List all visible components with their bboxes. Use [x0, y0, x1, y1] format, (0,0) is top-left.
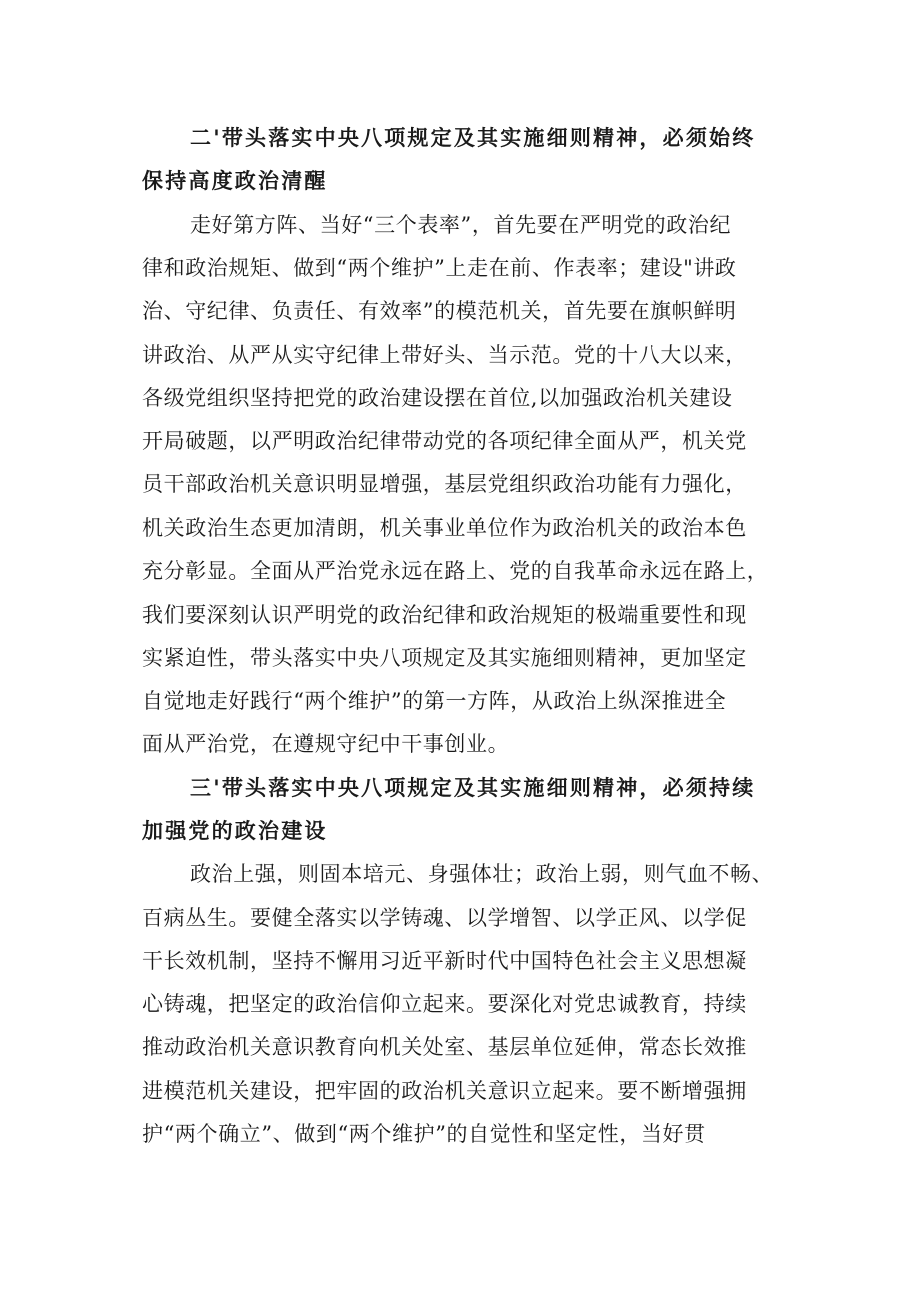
section-2-body-line: 各级党组织坚持把党的政治建设摆在首位,以加强政治机关建设: [142, 386, 733, 410]
section-2-body-line: 自觉地走好践行“两个维护”的第一方阵，从政治上纵深推进全: [142, 689, 727, 713]
section-3-body-line: 进模范机关建设，把牢固的政治机关意识立起来。要不断增强拥: [142, 1079, 747, 1103]
section-2-body-line: 治、守纪律、负责任、有效率”的模范机关，首先要在旗帜鲜明: [142, 299, 737, 323]
section-3-heading-line-1: 三'带头落实中央八项规定及其实施细则精神，必须持续: [190, 775, 756, 800]
section-3-body-line: 百病丛生。要健全落实以学铸魂、以学增智、以学正风、以学促: [142, 906, 747, 930]
section-3-body-line: 推动政治机关意识教育向机关处室、基层单位延伸，常态长效推: [142, 1035, 747, 1059]
section-2-body-line: 律和政治规矩、做到“两个维护”上走在前、作表率；建设"讲政: [142, 256, 737, 280]
section-3-heading-line-2: 加强党的政治建设: [142, 818, 328, 843]
section-2-heading-line-2: 保持高度政治清醒: [142, 168, 328, 193]
section-3-body-line: 政治上强，则固本培元、身强体壮；政治上弱，则气血不畅、: [190, 862, 774, 886]
section-3-body-line: 护“两个确立”、做到“两个维护”的自觉性和坚定性，当好贯: [142, 1122, 706, 1146]
section-2-body-line: 开局破题，以严明政治纪律带动党的各项纪律全面从严，机关党: [142, 429, 747, 453]
section-2-body-line: 员干部政治机关意识明显增强，基层党组织政治功能有力强化，: [142, 472, 747, 496]
section-2-heading-line-1: 二'带头落实中央八项规定及其实施细则精神，必须始终: [190, 125, 756, 150]
section-3-body-line: 干长效机制，坚持不懈用习近平新时代中国特色社会主义思想凝: [142, 949, 747, 973]
section-2-body-line: 面从严治党，在遵规守纪中干事创业。: [142, 732, 510, 756]
section-2-body-line: 我们要深刻认识严明党的政治纪律和政治规矩的极端重要性和现: [142, 603, 747, 627]
section-2-body-line: 实紧迫性，带头落实中央八项规定及其实施细则精神，更加坚定: [142, 646, 747, 670]
section-2-body-line: 充分彰显。全面从严治党永远在路上、党的自我革命永远在路上，: [142, 559, 769, 583]
section-2-body-line: 机关政治生态更加清朗，机关事业单位作为政治机关的政治本色: [142, 516, 747, 540]
section-2-body-line: 走好第方阵、当好“三个表率”，首先要在严明党的政治纪: [190, 213, 732, 237]
section-2-body-line: 讲政治、从严从实守纪律上带好头、当示范。党的十八大以来，: [142, 343, 747, 367]
section-3-body-line: 心铸魂，把坚定的政治信仰立起来。要深化对党忠诚教育，持续: [142, 992, 747, 1016]
